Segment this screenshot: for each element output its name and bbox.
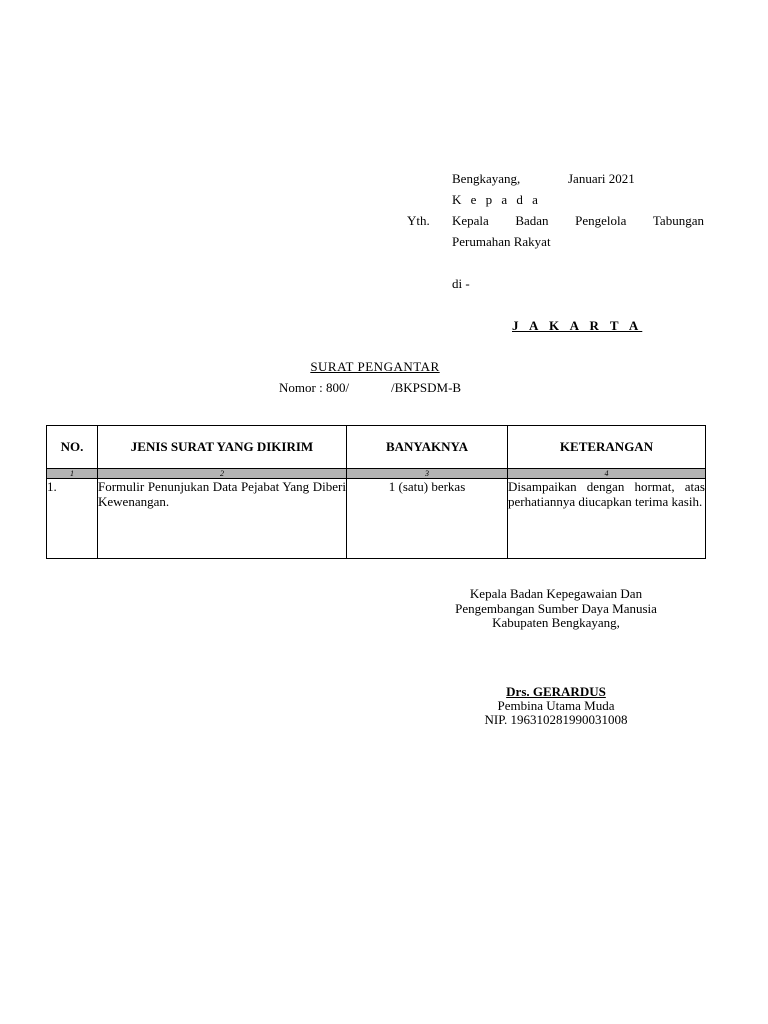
signatory-nip: NIP. 196310281990031008 <box>484 712 628 727</box>
signatory-name: Drs. GERARDUS <box>506 684 606 699</box>
column-header-keterangan: KETERANGAN <box>508 426 706 469</box>
table-header-row <box>47 426 706 469</box>
signatory-rank: Pembina Utama Muda <box>497 698 615 713</box>
column-header-no: NO. <box>47 426 98 469</box>
column-number: 3 <box>347 469 508 479</box>
kepada-label: K e p a d a <box>452 192 541 207</box>
signature-title-line-2: Pengembangan Sumber Daya Manusia <box>455 600 657 616</box>
recipient-line-1 <box>452 213 704 229</box>
recipient-word: Pengelola <box>575 213 627 228</box>
cell-no: 1. <box>47 479 98 559</box>
column-header-banyaknya: BANYAKNYA <box>347 426 508 469</box>
column-number: 1 <box>47 469 98 479</box>
cell-banyaknya: 1 (satu) berkas <box>347 479 508 559</box>
letter-number-prefix: Nomor : 800/ <box>279 380 350 395</box>
table-row <box>47 479 706 559</box>
column-number-row <box>47 469 706 479</box>
column-header-jenis: JENIS SURAT YANG DIKIRIM <box>98 426 347 469</box>
letter-number-suffix: /BKPSDM-B <box>391 380 462 395</box>
destination-city: J A K A R T A <box>512 318 643 333</box>
recipient-word: Badan <box>515 213 549 228</box>
cell-jenis: Formulir Penunjukan Data Pejabat Yang Diberi Kewenangan. <box>98 479 347 559</box>
yth-label: Yth. <box>407 213 430 228</box>
letter-place: Bengkayang, <box>452 171 521 186</box>
recipient-word: Tabungan <box>652 213 704 228</box>
signature-block <box>406 587 706 631</box>
letter-date: Januari 2021 <box>568 171 635 186</box>
document-table <box>46 425 706 559</box>
column-number: 2 <box>98 469 347 479</box>
signature-title-line-3: Kabupaten Bengkayang, <box>492 615 620 630</box>
recipient-line-2: Perumahan Rakyat <box>452 234 551 249</box>
cell-keterangan: Disampaikan dengan hormat, atas perhatiannya diucapkan terima kasih. <box>508 479 706 559</box>
signature-title-line-1: Kepala Badan Kepegawaian Dan <box>469 586 643 601</box>
letter-title: SURAT PENGANTAR <box>310 359 440 374</box>
recipient-word: Kepala <box>452 213 489 228</box>
column-number: 4 <box>508 469 706 479</box>
di-label: di - <box>452 276 470 291</box>
